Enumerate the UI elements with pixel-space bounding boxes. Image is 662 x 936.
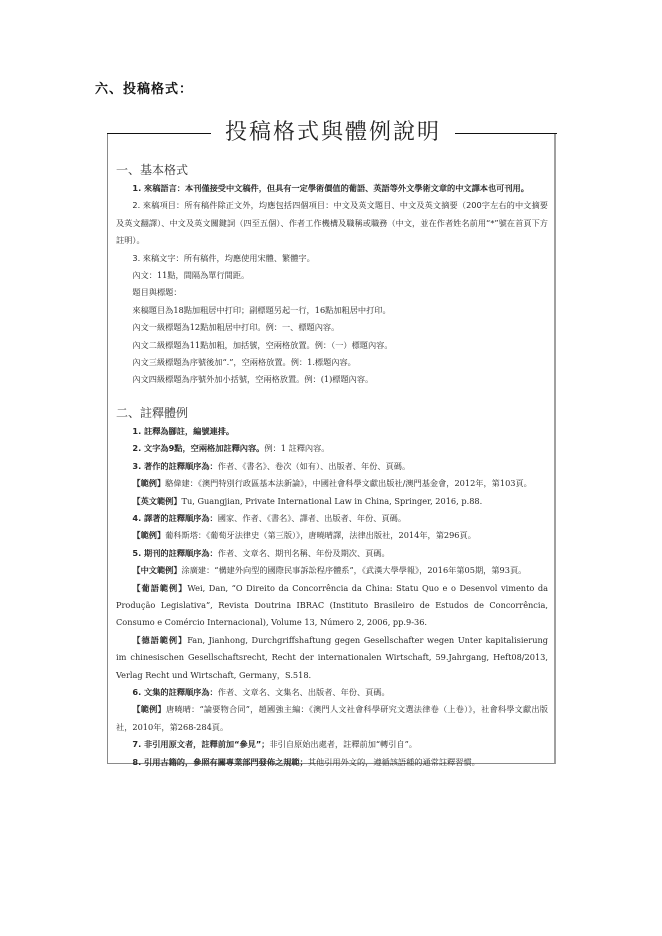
example-3-english — [116, 493, 548, 510]
item-label: 7. 非引用原文者，註釋前加“參見”； — [132, 739, 270, 750]
item-text: 所有稿件除正文外，均應包括四個項目：中文及英文題目、中文及英文摘要（200字左右的中文摘要及英文翻譯）、中文及英文關鍵詞（四至五個）、作者工作機構及職稱或職務（中文，並在作者姓名前用“*”號在首頁下方註明）。 — [116, 200, 548, 246]
part1-heading: 一、基本格式 — [116, 163, 189, 177]
item-text: 本刊僅接受中文稿件，但具有一定學術價值的葡語、英語等外文學術文章的中文譯本也可刊用。 — [185, 183, 529, 193]
basic-item-2 — [116, 197, 548, 249]
example-text: Wei, Dan, “O Direito da Concorrência da China: Statu Quo e o Desenvol vimento da Produção Legislativa”, Revista Doutrina IBRAC (Instituto Brasileiro de Estudos de Concorrência, Consumo e Comércio Internacional), Volume 13, Número 2, 2006, pp.9-36. — [116, 582, 548, 628]
example-label: 【範例】 — [132, 530, 166, 541]
note-item-3 — [116, 458, 548, 475]
level3-heading-rule: 內文三級標題為序號後加“.”，空兩格放置。例：1.標題內容。 — [132, 357, 356, 368]
example-label: 【中文範例】 — [132, 565, 182, 576]
item-text: 作者、文章名、期刊名稱、年份及期次、頁碼。 — [217, 547, 390, 558]
example-5-chinese — [116, 562, 548, 579]
note-item-5 — [116, 545, 548, 562]
example-text: Tu, Guangjian, Private International Law in China, Springer, 2016, p.88. — [181, 495, 483, 506]
example-label: 【德語範例】 — [132, 634, 188, 645]
item-text: 國家、作者、《書名》、譯者、出版者、年份、頁碼。 — [217, 512, 407, 523]
guidelines-content — [116, 160, 548, 771]
basic-item-3 — [116, 250, 548, 267]
example-text: 唐曉晴：“論要物合同”，趙國強主編：《澳門人文社會科學研究文選法律卷（上卷）》，社會科學文獻出版社，2010年，第268-284頁。 — [116, 704, 548, 732]
example-4 — [116, 527, 548, 544]
example-text: 涂廣建：“構建外向型的國際民事訴訟程序體系”，《武漢大學學報》，2016年第05期，第93頁。 — [181, 565, 527, 576]
note-item-2 — [116, 440, 548, 457]
example-text: 葡科斯塔：《葡萄牙法律史（第三版）》，唐曉晴譯，法律出版社，2014年，第296頁。 — [165, 530, 476, 541]
level1-heading-rule: 內文一級標題為12點加粗居中打印。例：一、標題內容。 — [132, 322, 340, 333]
section-heading: 六、投稿格式： — [95, 82, 194, 97]
item-text: 其他引用外文的，遵循該語種的通常註釋習慣。 — [307, 756, 480, 767]
example-6 — [116, 701, 548, 736]
example-label: 【範例】 — [132, 704, 166, 715]
example-label: 【葡語範例】 — [132, 582, 188, 593]
item-text: 所有稿件，均應使用宋體、繁體字。 — [183, 252, 315, 263]
item-label: 5. 期刊的註釋順序為： — [132, 547, 218, 558]
item-label: 6. 文集的註釋順序為： — [132, 686, 218, 697]
example-3 — [116, 475, 548, 492]
item-label: 3. 來稿文字： — [132, 252, 184, 263]
note-item-8 — [116, 754, 548, 771]
headings-label: 題目與標題： — [132, 287, 182, 298]
item-label: 2. 文字為9點，空兩格加註釋內容。 — [132, 443, 265, 454]
basic-item-1 — [116, 180, 548, 197]
item-label: 3. 著作的註釋順序為： — [132, 460, 218, 471]
part2-heading: 二、註釋體例 — [116, 405, 189, 420]
example-5-german — [116, 632, 548, 684]
example-label: 【英文範例】 — [132, 495, 182, 506]
item-label: 2. 來稿項目： — [132, 200, 185, 211]
box-title: 投稿格式與體例說明 — [211, 118, 455, 148]
note-item-4 — [116, 510, 548, 527]
level2-heading-rule: 內文二級標題為11點加粗，加括號，空兩格放置。例：（一）標題內容。 — [132, 339, 393, 350]
example-text: Fan, Jianhong, Durchgriffshaftung gegen Gesellschafter wegen Unter kapitalisierung im chinesischen Gesellschaftsrecht, Recht der internationalen Wirtschaft, 59.Jahrgang, Heft08/2013, Verlag Recht und Wirtschaft, Germany，S.518. — [116, 634, 548, 680]
note-item-7 — [116, 736, 548, 753]
level4-heading-rule: 內文四級標題為序號外加小括號，空兩格放置。例：(1)標題內容。 — [132, 374, 374, 385]
item-text: 作者、《書名》、卷次（如有）、出版者、年份、頁碼。 — [217, 460, 411, 471]
example-text: 駱偉建：《澳門特別行政區基本法新論》，中國社會科學文獻出版社/澳門基金會，2012年，第103頁。 — [165, 478, 532, 489]
item-label: 4. 譯著的註釋順序為： — [132, 512, 218, 523]
item-label: 8. 引用古籍的，參照有關專業部門發佈之規範； — [132, 756, 308, 767]
example-5-portuguese — [116, 580, 548, 632]
note-item-1: 1. 註釋為腳註，編號連排。 — [132, 425, 235, 436]
item-text: 例：1 註釋內容。 — [264, 443, 330, 454]
item-label: 1. 來稿語言： — [132, 183, 185, 193]
title-rule: 來稿題目為18點加粗居中打印；副標題另起一行，16點加粗居中打印。 — [132, 304, 391, 315]
item-text: 作者、文章名、文集名、出版者、年份、頁碼。 — [217, 686, 390, 697]
body-text-rule: 內文：11點，間隔為單行間距。 — [132, 270, 250, 281]
example-label: 【範例】 — [132, 478, 166, 489]
note-item-6 — [116, 684, 548, 701]
item-text: 非引自原始出處者，註釋前加“轉引自”。 — [269, 739, 417, 750]
